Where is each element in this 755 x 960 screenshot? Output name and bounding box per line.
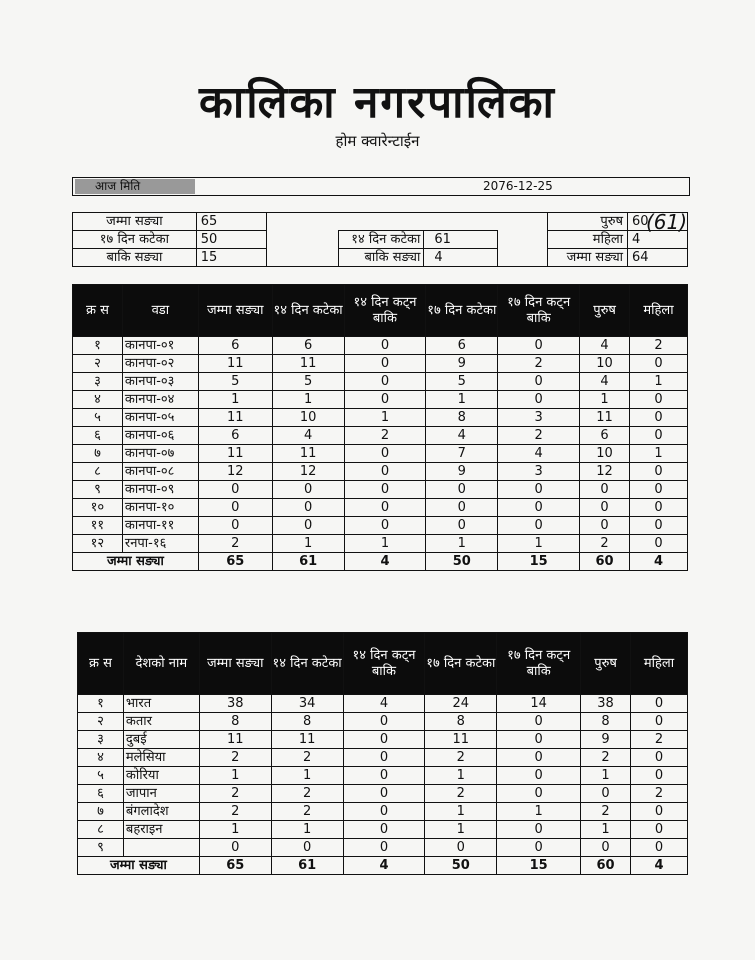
ward-table-header [73, 285, 688, 337]
column-header: पुरुष [580, 285, 630, 337]
table-cell: 1 [425, 821, 497, 839]
table-cell: ७ [78, 803, 124, 821]
total-label: जम्मा सङ्या [78, 857, 200, 875]
date-label: आज मिति [75, 179, 195, 194]
column-header: पुरुष [581, 633, 631, 695]
table-cell: 24 [425, 695, 497, 713]
table-cell: 0 [426, 517, 498, 535]
table-cell: १ [78, 695, 124, 713]
table-cell: ११ [73, 517, 123, 535]
table-cell: ९ [73, 481, 123, 499]
total-cell: 65 [198, 553, 272, 571]
table-cell: 2 [630, 337, 688, 355]
table-row [78, 749, 688, 767]
table-cell: 0 [198, 499, 272, 517]
table-cell: 4 [343, 695, 425, 713]
table-cell: ८ [73, 463, 123, 481]
table-cell: 2 [631, 785, 688, 803]
table-cell: 1 [272, 535, 344, 553]
handwritten-note: (61) [646, 210, 688, 234]
table-cell: कानपा-०९ [122, 481, 198, 499]
table-cell: 0 [630, 355, 688, 373]
table-cell: 0 [497, 821, 581, 839]
table-row [78, 785, 688, 803]
table-cell: 1 [199, 821, 271, 839]
total-cell: 15 [497, 857, 581, 875]
table-cell: 2 [199, 803, 271, 821]
column-header: महिला [631, 633, 688, 695]
table-cell: 1 [426, 391, 498, 409]
total-cell: 4 [344, 553, 426, 571]
table-cell: 0 [343, 749, 425, 767]
table-cell: 1 [630, 445, 688, 463]
table-cell: बंगलादेश [123, 803, 199, 821]
table-cell: 8 [199, 713, 271, 731]
table-cell: 0 [343, 821, 425, 839]
table-cell: 0 [631, 713, 688, 731]
table-cell: 11 [198, 355, 272, 373]
table-cell: 9 [581, 731, 631, 749]
table-cell: 1 [630, 373, 688, 391]
table-cell: 1 [199, 767, 271, 785]
total-label: जम्मा सङ्या [73, 553, 199, 571]
table-cell: 0 [272, 481, 344, 499]
table-cell: 0 [344, 499, 426, 517]
column-header: १४ दिन कटेका [272, 285, 344, 337]
column-header: १७ दिन कटेका [426, 285, 498, 337]
table-cell: 11 [425, 731, 497, 749]
table-cell: 0 [580, 517, 630, 535]
table-cell: 8 [581, 713, 631, 731]
table-cell: 0 [497, 731, 581, 749]
table-cell: 7 [426, 445, 498, 463]
table-cell: 2 [425, 785, 497, 803]
table-cell: 0 [497, 839, 581, 857]
table-cell: कानपा-०१ [122, 337, 198, 355]
summary-total-value: 65 [196, 213, 266, 231]
table-cell: 10 [580, 445, 630, 463]
table-cell: 0 [630, 535, 688, 553]
total-cell: 4 [343, 857, 425, 875]
table-cell: 10 [580, 355, 630, 373]
table-cell: 0 [199, 839, 271, 857]
table-cell: 0 [272, 517, 344, 535]
table-row [78, 821, 688, 839]
table-cell: 0 [631, 749, 688, 767]
table-cell: 6 [580, 427, 630, 445]
table-cell: 0 [497, 767, 581, 785]
table-cell: 0 [343, 785, 425, 803]
summary-14day-value: 61 [424, 231, 498, 249]
column-header: क्र स [78, 633, 124, 695]
column-header: १७ दिन कट्न बाकि [498, 285, 580, 337]
table-cell: 2 [344, 427, 426, 445]
table-cell: रनपा-१६ [122, 535, 198, 553]
table-cell: 0 [581, 839, 631, 857]
table-row [73, 427, 688, 445]
table-row [73, 373, 688, 391]
table-cell: 5 [198, 373, 272, 391]
table-cell: 0 [630, 391, 688, 409]
table-cell: 0 [344, 517, 426, 535]
table-cell: ९ [78, 839, 124, 857]
table-cell: मलेसिया [123, 749, 199, 767]
table-cell: १२ [73, 535, 123, 553]
table-cell: 38 [199, 695, 271, 713]
summary-17day-label: १७ दिन कटेका [73, 231, 197, 249]
table-cell: कानपा-१० [122, 499, 198, 517]
column-header: १४ दिन कटेका [271, 633, 343, 695]
table-total-row [73, 553, 688, 571]
table-cell: 11 [580, 409, 630, 427]
table-cell: 0 [344, 391, 426, 409]
table-cell: 0 [272, 499, 344, 517]
table-row [78, 767, 688, 785]
table-cell: कानपा-०५ [122, 409, 198, 427]
table-cell: 0 [497, 713, 581, 731]
table-cell: 11 [272, 445, 344, 463]
column-header: वडा [122, 285, 198, 337]
table-cell: 4 [426, 427, 498, 445]
table-row [73, 517, 688, 535]
table-cell: 0 [498, 517, 580, 535]
summary-remain2-label: बाकि सङ्या [338, 249, 424, 267]
table-cell: 0 [426, 481, 498, 499]
table-cell: 6 [272, 337, 344, 355]
table-cell: 0 [426, 499, 498, 517]
table-row [78, 713, 688, 731]
column-header: क्र स [73, 285, 123, 337]
table-cell: 6 [198, 427, 272, 445]
table-cell: 8 [425, 713, 497, 731]
table-cell: 2 [198, 535, 272, 553]
table-cell: 1 [271, 767, 343, 785]
summary-14day-label: १४ दिन कटेका [338, 231, 424, 249]
table-cell: 1 [272, 391, 344, 409]
table-cell: 2 [271, 803, 343, 821]
table-cell: 8 [426, 409, 498, 427]
table-cell: ६ [73, 427, 123, 445]
summary-remain-label: बाकि सङ्या [73, 249, 197, 267]
total-cell: 60 [580, 553, 630, 571]
table-cell: 1 [198, 391, 272, 409]
table-cell: 0 [498, 391, 580, 409]
total-cell: 50 [426, 553, 498, 571]
table-cell: 4 [498, 445, 580, 463]
total-cell: 65 [199, 857, 271, 875]
table-cell: 0 [344, 445, 426, 463]
column-header: जम्मा सङ्या [199, 633, 271, 695]
table-cell: 14 [497, 695, 581, 713]
table-cell: १० [73, 499, 123, 517]
table-cell: कानपा-०६ [122, 427, 198, 445]
table-cell: कानपा-०७ [122, 445, 198, 463]
table-cell: कानपा-०३ [122, 373, 198, 391]
table-cell: 12 [272, 463, 344, 481]
table-cell: ७ [73, 445, 123, 463]
summary-remain-value: 15 [196, 249, 266, 267]
table-cell: 1 [271, 821, 343, 839]
table-cell: जापान [123, 785, 199, 803]
table-cell: 2 [271, 749, 343, 767]
table-cell: 1 [344, 409, 426, 427]
total-cell: 50 [425, 857, 497, 875]
table-row [73, 445, 688, 463]
total-cell: 15 [498, 553, 580, 571]
summary-total2-label: जम्मा सङ्या [548, 249, 628, 267]
table-cell: 12 [580, 463, 630, 481]
summary-table [72, 212, 688, 267]
column-header: देशको नाम [123, 633, 199, 695]
table-cell: 2 [580, 535, 630, 553]
table-cell: 0 [344, 355, 426, 373]
table-cell: 11 [272, 355, 344, 373]
table-cell: ५ [73, 409, 123, 427]
table-cell: 9 [426, 463, 498, 481]
table-cell: 2 [199, 749, 271, 767]
table-cell: 4 [272, 427, 344, 445]
table-cell: २ [78, 713, 124, 731]
table-cell: ३ [73, 373, 123, 391]
table-cell: 5 [426, 373, 498, 391]
summary-total2-value: 64 [628, 249, 688, 267]
table-cell: ८ [78, 821, 124, 839]
table-cell: 6 [198, 337, 272, 355]
table-cell: 0 [630, 499, 688, 517]
table-cell: 0 [630, 517, 688, 535]
table-row [73, 391, 688, 409]
table-cell: 4 [580, 337, 630, 355]
table-cell: कतार [123, 713, 199, 731]
table-cell: 0 [498, 373, 580, 391]
summary-remain2-value: 4 [424, 249, 498, 267]
table-cell: 2 [581, 803, 631, 821]
date-bar [72, 177, 690, 196]
table-cell: 2 [271, 785, 343, 803]
table-row [73, 499, 688, 517]
table-cell: 38 [581, 695, 631, 713]
column-header: १४ दिन कट्न बाकि [344, 285, 426, 337]
table-cell: 0 [631, 839, 688, 857]
table-cell: 0 [343, 767, 425, 785]
table-cell: 0 [425, 839, 497, 857]
page-title: कालिका नगरपालिका [199, 77, 556, 128]
table-cell: 2 [581, 749, 631, 767]
table-cell: ४ [73, 391, 123, 409]
table-cell: 1 [425, 803, 497, 821]
table-cell: कानपा-०२ [122, 355, 198, 373]
table-cell: 0 [344, 373, 426, 391]
table-row [73, 409, 688, 427]
table-cell: कोरिया [123, 767, 199, 785]
table-cell: 1 [344, 535, 426, 553]
table-cell: 0 [343, 731, 425, 749]
summary-female-label: महिला [548, 231, 628, 249]
table-cell: ६ [78, 785, 124, 803]
table-cell: भारत [123, 695, 199, 713]
table-cell: 0 [631, 767, 688, 785]
table-cell: 9 [426, 355, 498, 373]
summary-male-label: पुरुष [548, 213, 628, 231]
table-cell: 0 [498, 337, 580, 355]
table-cell: 0 [344, 463, 426, 481]
table-cell: १ [73, 337, 123, 355]
table-cell: ५ [78, 767, 124, 785]
table-cell: 0 [631, 695, 688, 713]
country-table [77, 632, 688, 875]
table-total-row [78, 857, 688, 875]
table-cell: 0 [497, 749, 581, 767]
page-subtitle: होम क्वारेन्टाईन [335, 132, 420, 150]
table-row [73, 355, 688, 373]
table-cell: 3 [498, 463, 580, 481]
table-cell: 0 [343, 803, 425, 821]
total-cell: 60 [581, 857, 631, 875]
table-cell: 0 [271, 839, 343, 857]
table-cell: कानपा-११ [122, 517, 198, 535]
total-cell: 4 [630, 553, 688, 571]
table-cell: 2 [498, 355, 580, 373]
table-cell: 11 [271, 731, 343, 749]
table-cell: कानपा-०८ [122, 463, 198, 481]
table-cell: 5 [272, 373, 344, 391]
table-cell: 0 [631, 821, 688, 839]
table-cell: 0 [630, 481, 688, 499]
summary-total-label: जम्मा सङ्या [73, 213, 197, 231]
table-cell: 4 [580, 373, 630, 391]
table-cell: 1 [426, 535, 498, 553]
table-cell: 0 [580, 481, 630, 499]
table-cell: ३ [78, 731, 124, 749]
table-cell: 0 [343, 839, 425, 857]
table-cell: 1 [497, 803, 581, 821]
summary-17day-value: 50 [196, 231, 266, 249]
table-row [73, 337, 688, 355]
table-cell: 0 [630, 409, 688, 427]
table-cell: 11 [199, 731, 271, 749]
table-row [73, 481, 688, 499]
table-cell: 1 [498, 535, 580, 553]
summary-female-value: 4 [628, 231, 688, 249]
table-cell: बहराइन [123, 821, 199, 839]
column-header: १४ दिन कट्न बाकि [343, 633, 425, 695]
table-cell: 0 [198, 481, 272, 499]
column-header: १७ दिन कट्न बाकि [497, 633, 581, 695]
table-row [73, 535, 688, 553]
table-cell: २ [73, 355, 123, 373]
table-cell [123, 839, 199, 857]
table-cell: 1 [581, 821, 631, 839]
table-cell: 0 [344, 481, 426, 499]
table-cell: 1 [580, 391, 630, 409]
table-cell: 2 [631, 731, 688, 749]
table-cell: 0 [198, 517, 272, 535]
table-cell: 0 [343, 713, 425, 731]
table-cell: 0 [498, 499, 580, 517]
table-cell: ४ [78, 749, 124, 767]
table-cell: 1 [581, 767, 631, 785]
table-cell: 0 [631, 803, 688, 821]
table-cell: 11 [198, 409, 272, 427]
column-header: १७ दिन कटेका [425, 633, 497, 695]
table-cell: दुबई [123, 731, 199, 749]
table-cell: 8 [271, 713, 343, 731]
table-cell: कानपा-०४ [122, 391, 198, 409]
summary-male-value: 60 [628, 213, 688, 231]
table-cell: 2 [425, 749, 497, 767]
table-cell: 0 [581, 785, 631, 803]
table-row [78, 839, 688, 857]
table-cell: 0 [580, 499, 630, 517]
date-value: 2076-12-25 [483, 179, 553, 193]
table-cell: 0 [497, 785, 581, 803]
table-row [73, 463, 688, 481]
table-row [78, 803, 688, 821]
table-cell: 11 [198, 445, 272, 463]
column-header: महिला [630, 285, 688, 337]
table-cell: 10 [272, 409, 344, 427]
total-cell: 4 [631, 857, 688, 875]
table-cell: 1 [425, 767, 497, 785]
table-cell: 12 [198, 463, 272, 481]
total-cell: 61 [271, 857, 343, 875]
table-cell: 3 [498, 409, 580, 427]
table-cell: 6 [426, 337, 498, 355]
table-cell: 0 [344, 337, 426, 355]
column-header: जम्मा सङ्या [198, 285, 272, 337]
total-cell: 61 [272, 553, 344, 571]
country-table-header [78, 633, 688, 695]
table-row [78, 695, 688, 713]
table-cell: 0 [498, 481, 580, 499]
table-row [78, 731, 688, 749]
table-cell: 0 [630, 463, 688, 481]
ward-table [72, 284, 688, 571]
table-cell: 34 [271, 695, 343, 713]
table-cell: 2 [498, 427, 580, 445]
table-cell: 0 [630, 427, 688, 445]
table-cell: 2 [199, 785, 271, 803]
